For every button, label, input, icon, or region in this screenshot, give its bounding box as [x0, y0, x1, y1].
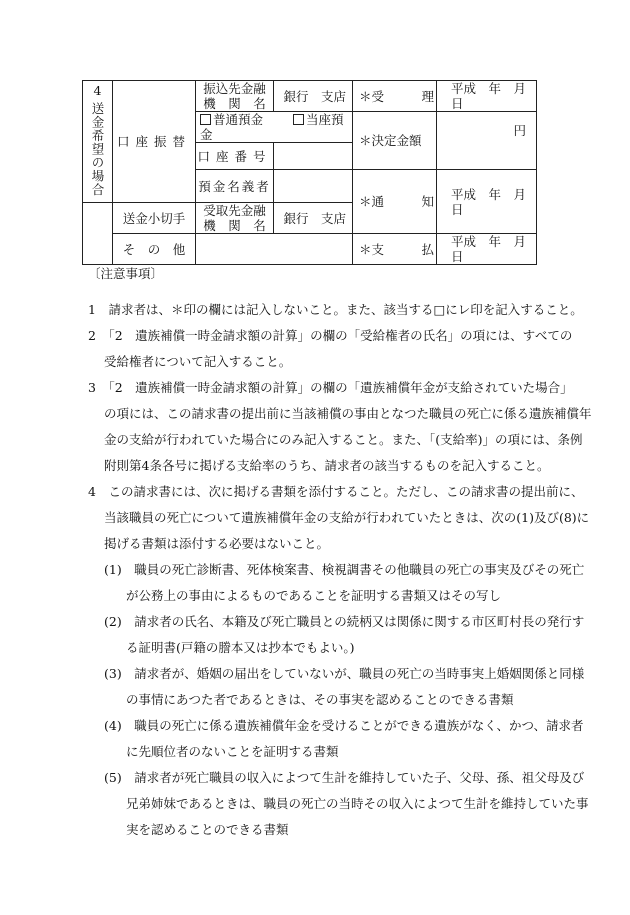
- note-line: 当該職員の死亡について遺族補償年金の支給が行われていたときは、次の(1)及び(8)に: [104, 510, 590, 525]
- note-line: の項には、この請求書の提出前に当該補償の事由となつた職員の死亡に係る遺族補償年: [104, 406, 592, 421]
- note-line: 3 「2 遺族補償一時金請求額の計算」の欄の「遺族補償年金が支給されていた場合」: [88, 380, 573, 395]
- receive-bank-field: 銀行 支店: [274, 203, 353, 234]
- transfer-bank-field: 銀行 支店: [274, 81, 353, 112]
- current-deposit-label: 当座預金: [200, 112, 344, 142]
- note-line: る証明書(戸籍の謄本又は抄本でもよい。): [126, 640, 355, 655]
- notice-date: 平成 年 月 日: [437, 170, 537, 234]
- payment-label: ＊支 払: [353, 234, 437, 265]
- normal-deposit-label: 普通預金: [213, 112, 264, 127]
- section-number: 4: [93, 83, 102, 99]
- note-line: 4 この請求書には、次に掲げる書類を添付すること。ただし、この請求書の提出前に、: [88, 484, 584, 499]
- account-holder-label: 預金名義者: [196, 170, 274, 203]
- deposit-type-cell: [196, 112, 353, 143]
- account-transfer-label: 口座振替: [113, 81, 196, 203]
- account-number-field: [274, 143, 353, 170]
- notes-heading: 〔注意事項〕: [88, 266, 164, 281]
- notice-label: ＊通 知: [353, 170, 437, 234]
- decision-amount-field: 円: [437, 112, 537, 170]
- note-line: が公務上の事由によるものであることを証明する書類又はその写し: [126, 588, 502, 603]
- note-line: 実を認めることのできる書類: [126, 822, 289, 837]
- payment-date: 平成 年 月 日: [437, 234, 537, 265]
- remittance-table: [82, 80, 537, 265]
- note-line: 兄弟姉妹であるときは、職員の死亡の当時その収入によつて生計を維持していた事: [126, 796, 589, 811]
- other-label: そ の 他: [113, 234, 196, 265]
- note-line: の事情にあつた者であるときは、その事実を認めることのできる書類: [126, 692, 514, 707]
- section-cell: [83, 81, 113, 203]
- note-line: (4) 職員の死亡に係る遺族補償年金を受けることができる遺族がなく、かつ、請求者: [104, 718, 584, 733]
- section-title: 送金希望の場合: [90, 102, 105, 197]
- section-blank-cell: [83, 203, 113, 265]
- note-line: 金の支給が行われていた場合にのみ記入すること。また、「(支給率)」の項には、条例: [104, 432, 583, 447]
- note-line: 2 「2 遺族補償一時金請求額の計算」の欄の「受給権者の氏名」の項には、すべての: [88, 328, 573, 343]
- note-line: 掲げる書類は添付する必要はないこと。: [104, 536, 330, 551]
- receipt-date: 平成 年 月 日: [437, 81, 537, 112]
- note-line: (5) 請求者が死亡職員の収入によつて生計を維持していた子、父母、孫、祖父母及び: [104, 770, 585, 785]
- receive-bank-label: 受取先金融 機 関 名: [196, 203, 274, 234]
- other-field: [196, 234, 353, 265]
- note-line: に先順位者のないことを証明する書類: [126, 744, 339, 759]
- note-line: (3) 請求者が、婚姻の届出をしていないが、職員の死亡の当時事実上婚姻関係と同様: [104, 666, 585, 681]
- note-line: 受給権者について記入すること。: [104, 354, 292, 369]
- account-number-label: 口座番号: [196, 143, 274, 170]
- note-line: (2) 請求者の氏名、本籍及び死亡職員との続柄又は関係に関する市区町村長の発行す: [104, 614, 585, 629]
- decision-amount-label: ＊決定金額: [353, 112, 437, 170]
- note-line: 1 請求者は、＊印の欄には記入しないこと。また、該当する□にレ印を記入すること。: [88, 302, 583, 317]
- checkbox-current-deposit[interactable]: [293, 114, 304, 125]
- transfer-bank-label: 振込先金融 機 関 名: [196, 81, 274, 112]
- note-line: (1) 職員の死亡診断書、死体検案書、検視調書その他職員の死亡の事実及びその死亡: [104, 562, 585, 577]
- receipt-label: ＊受 理: [353, 81, 437, 112]
- remittance-check-label: 送金小切手: [113, 203, 196, 234]
- note-line: 附則第4条各号に掲げる支給率のうち、請求者の該当するものを記入すること。: [104, 458, 550, 473]
- checkbox-normal-deposit[interactable]: [200, 114, 211, 125]
- account-holder-field: [274, 170, 353, 203]
